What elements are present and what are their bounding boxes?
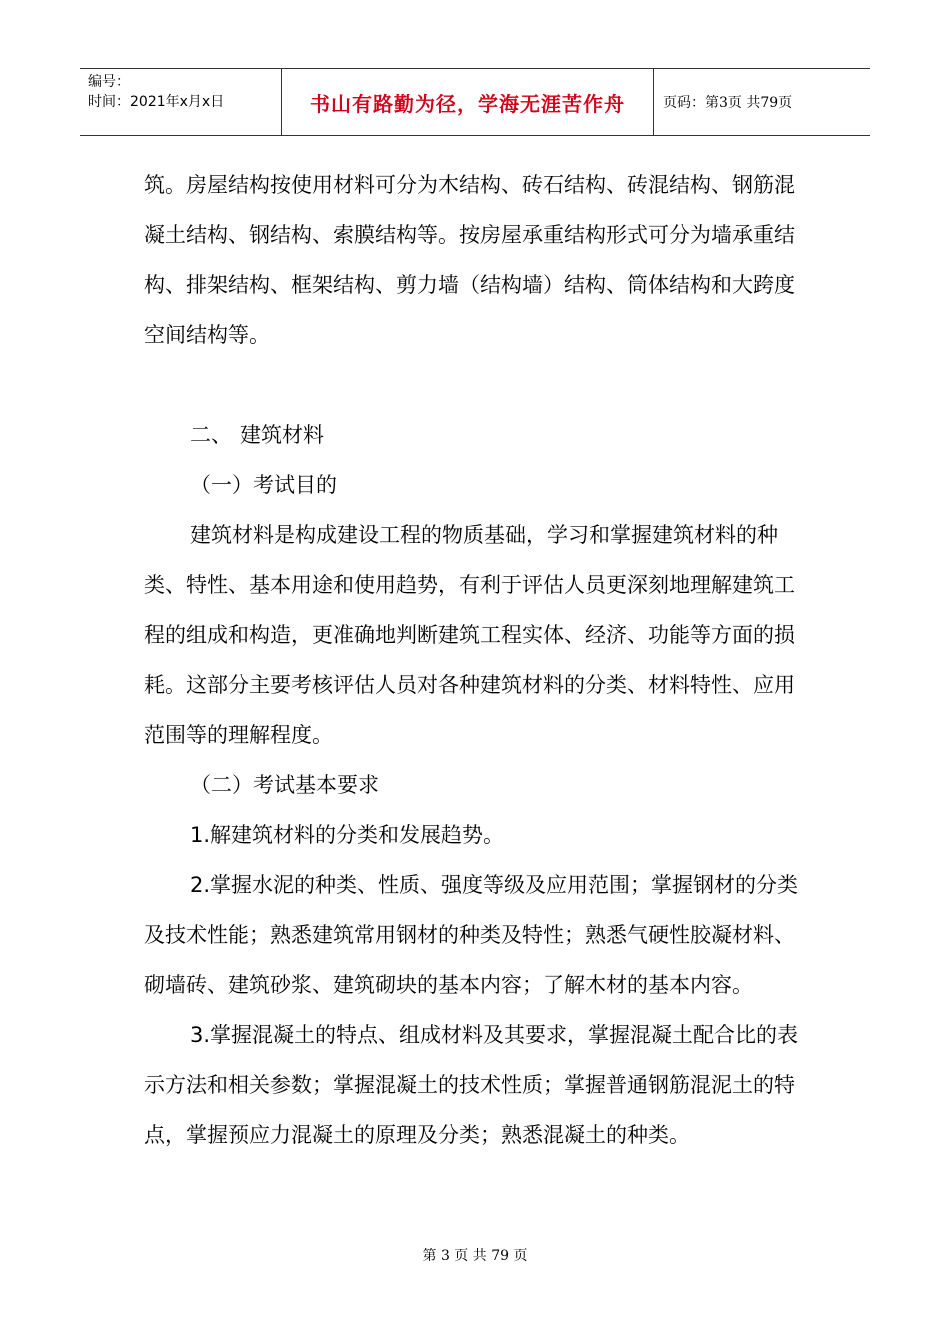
header-motto: 书山有路勤为径，学海无涯苦作舟 — [310, 91, 625, 116]
requirement-item-3: 3.掌握混凝土的特点、组成材料及其要求，掌握混凝土配合比的表示方法和相关参数；掌握混凝土的技术性质；掌握普通钢筋混泥土的特点，掌握预应力混凝土的原理及分类；熟悉混凝土的种类。 — [144, 1023, 799, 1147]
header-meta — [80, 69, 282, 135]
date-label: 时间：2021年x月x日 — [88, 94, 225, 110]
section-heading — [144, 410, 814, 460]
page-header — [80, 68, 870, 136]
number-label: 编号： — [88, 74, 130, 90]
paragraph-gap — [144, 360, 814, 410]
paragraph-purpose: 建筑材料是构成建设工程的物质基础，学习和掌握建筑材料的种类、特性、基本用途和使用趋势，有利于评估人员更深刻地理解建筑工程的组成和构造，更准确地判断建筑工程实体、经济、功能等方面的损耗。这部分主要考核评估人员对各种建筑材料的分类、材料特性、应用范围等的理解程度。 — [144, 523, 795, 747]
header-page-info-cell — [654, 69, 870, 135]
requirement-item-1: 1.解建筑材料的分类和发展趋势。 — [190, 823, 505, 847]
header-page-info: 页码：第3页 共79页 — [663, 95, 793, 111]
section-title: 建筑材料 — [240, 423, 324, 447]
subsection-heading-purpose: （一）考试目的 — [190, 473, 337, 497]
paragraph-structure-types: 筑。房屋结构按使用材料可分为木结构、砖石结构、砖混结构、钢筋混凝土结构、钢结构、索膜结构等。按房屋承重结构形式可分为墙承重结构、排架结构、框架结构、剪力墙（结构墙）结构、筒体结构和大跨度空间结构等。 — [144, 173, 795, 347]
subsection-heading-requirements: （二）考试基本要求 — [190, 773, 379, 797]
page-footer: 第 3 页 共 79 页 — [422, 1248, 528, 1264]
requirement-item-2: 2.掌握水泥的种类、性质、强度等级及应用范围；掌握钢材的分类及技术性能；熟悉建筑常用钢材的种类及特性；熟悉气硬性胶凝材料、砌墙砖、建筑砂浆、建筑砌块的基本内容；了解木材的基本内容。 — [144, 873, 799, 997]
section-number: 二、 — [190, 423, 232, 447]
document-body — [144, 160, 814, 1160]
header-motto-cell — [282, 69, 654, 135]
